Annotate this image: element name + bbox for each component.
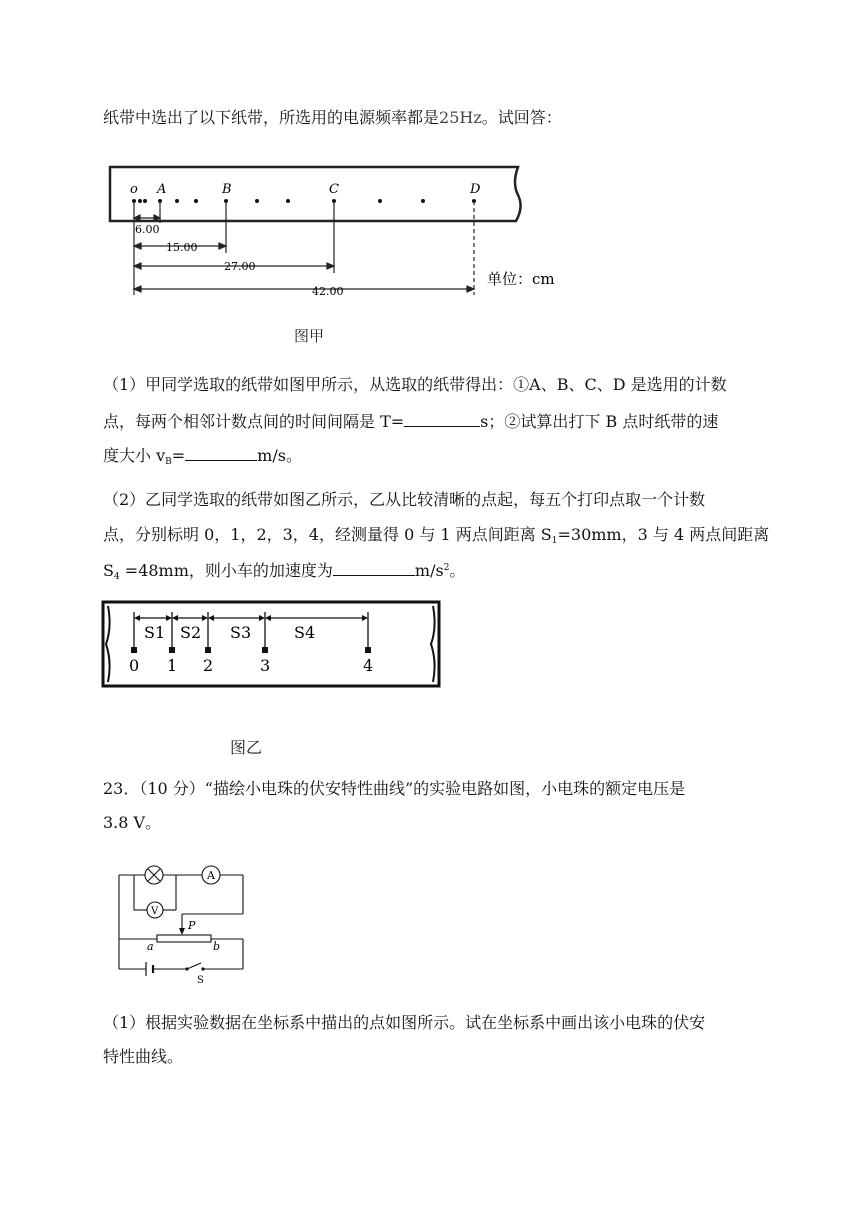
figure-jia-caption: 图甲 bbox=[294, 327, 325, 345]
point-o-label: o bbox=[130, 182, 138, 197]
q2-text-b: =30mm，3 与 4 两点间距离 bbox=[557, 525, 770, 544]
unit-label: 单位：cm bbox=[487, 270, 555, 288]
point-0-label: 0 bbox=[129, 656, 140, 675]
speed-answer-blank[interactable] bbox=[185, 444, 257, 461]
q1-line1: （1）甲同学选取的纸带如图甲所示，从选取的纸带得出：①A、B、C、D 是选用的计数 bbox=[103, 375, 727, 394]
s4-label: S4 bbox=[294, 623, 316, 642]
figure-yi-caption: 图乙 bbox=[230, 738, 263, 757]
s2-label: S2 bbox=[180, 623, 202, 642]
unit-superscript: 2 bbox=[443, 563, 450, 573]
q1-speed-text: s；②试算出打下 B 点时纸带的速 bbox=[480, 412, 719, 431]
q2-text-a: 点，分别标明 0，1，2，3，4，经测量得 0 与 1 两点间距离 S bbox=[103, 525, 552, 544]
intro-text: 纸带中选出了以下纸带，所选用的电源频率都是 bbox=[103, 108, 440, 127]
frequency-value: 25Hz bbox=[439, 108, 482, 127]
end-b-label: b bbox=[213, 940, 221, 953]
q1-unit: m/s。 bbox=[257, 446, 302, 465]
q1-line3 bbox=[103, 444, 302, 472]
q2-unit: m/s bbox=[414, 561, 444, 580]
q1-eq: = bbox=[171, 446, 186, 465]
point-3-label: 3 bbox=[260, 656, 271, 675]
s1-label: S1 bbox=[144, 623, 166, 642]
q23-1-line2: 特性曲线。 bbox=[103, 1047, 184, 1066]
q1-line2 bbox=[103, 410, 718, 432]
end-a-label: a bbox=[147, 940, 154, 953]
point-4-label: 4 bbox=[363, 656, 374, 675]
intro-tail: 。试回答： bbox=[481, 108, 562, 127]
q2-line2 bbox=[103, 525, 769, 551]
q2-period: 。 bbox=[449, 561, 466, 580]
q2-line3 bbox=[103, 558, 465, 587]
accel-answer-blank[interactable] bbox=[333, 559, 415, 576]
q23-line2: 3.8 V。 bbox=[103, 813, 162, 832]
vb-subscript: B bbox=[165, 457, 172, 467]
period-answer-blank[interactable] bbox=[404, 410, 480, 427]
s3-label: S3 bbox=[230, 623, 252, 642]
dim-27-label: 27.00 bbox=[224, 260, 256, 273]
point-b-label: B bbox=[222, 182, 232, 197]
dim-15-label: 15.00 bbox=[166, 241, 198, 254]
figure-jia-tape bbox=[100, 155, 570, 305]
circuit-diagram bbox=[105, 855, 255, 985]
q2-s4: S bbox=[103, 561, 114, 580]
point-c-label: C bbox=[329, 182, 339, 197]
dim-6-label: 6.00 bbox=[135, 223, 160, 236]
point-d-label: D bbox=[470, 182, 481, 197]
dim-42-label: 42.00 bbox=[312, 285, 344, 298]
q23-1-line1: （1）根据实验数据在坐标系中描出的点如图所示。试在坐标系中画出该小电珠的伏安 bbox=[103, 1013, 706, 1032]
switch-label: S bbox=[197, 975, 204, 985]
point-a-label: A bbox=[157, 182, 167, 197]
q1-period-text: 点，每两个相邻计数点间的时间间隔是 T= bbox=[103, 412, 405, 431]
q23-line1: 23．（10 分）“描绘小电珠的伏安特性曲线”的实验电路如图，小电珠的额定电压是 bbox=[103, 779, 686, 798]
q2-accel-text: =48mm，则小车的加速度为 bbox=[119, 561, 333, 580]
ammeter-label: A bbox=[207, 869, 215, 882]
voltmeter-label: V bbox=[151, 906, 159, 917]
figure-yi-tape bbox=[100, 598, 445, 693]
s4-subscript: 4 bbox=[113, 572, 120, 582]
s1-subscript: 1 bbox=[551, 536, 558, 546]
q2-line1: （2）乙同学选取的纸带如图乙所示，乙从比较清晰的点起，每五个打印点取一个计数 bbox=[103, 490, 706, 509]
point-1-label: 1 bbox=[167, 656, 178, 675]
slider-p-label: P bbox=[188, 919, 196, 932]
intro-line bbox=[103, 108, 562, 128]
point-2-label: 2 bbox=[203, 656, 214, 675]
q1-vb-text: 度大小 v bbox=[103, 446, 166, 465]
